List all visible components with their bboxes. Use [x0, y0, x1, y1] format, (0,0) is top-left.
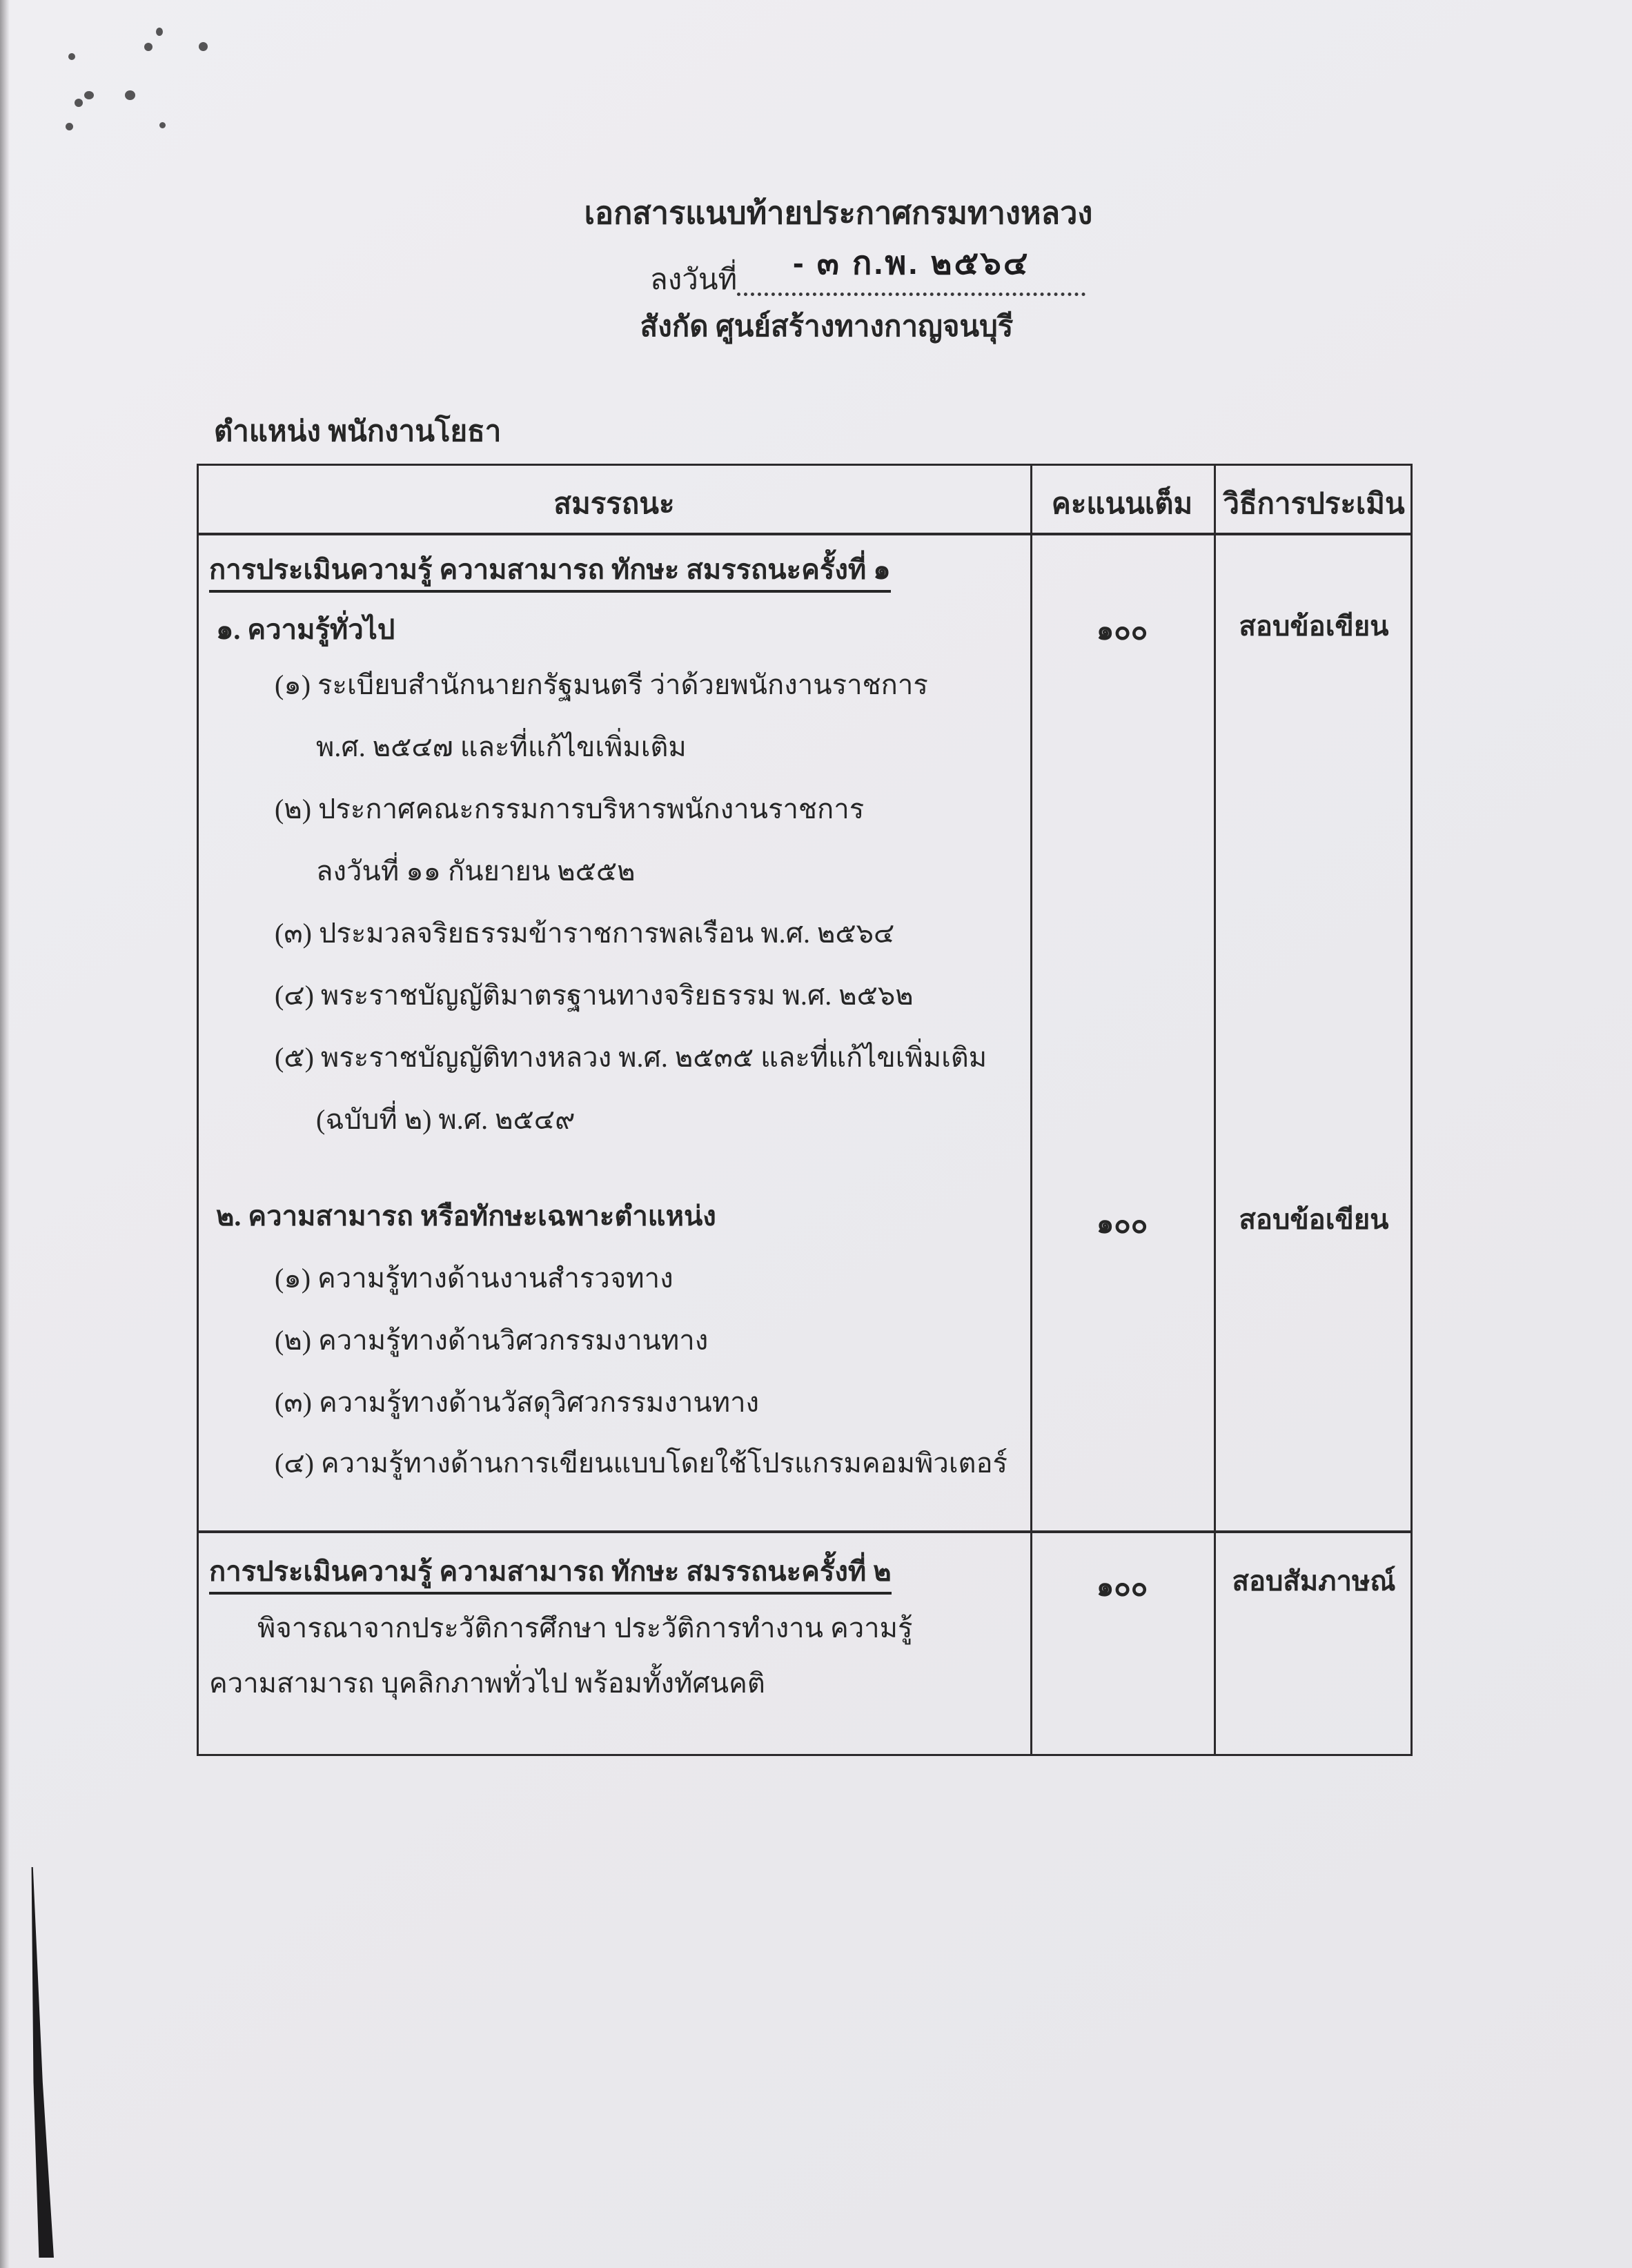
ink-speckle	[125, 90, 135, 100]
ink-speckle	[156, 28, 163, 36]
round1-subitem: (๒) ประกาศคณะกรรมการบริหารพนักงานราชการ	[275, 793, 865, 825]
ink-speckle	[68, 53, 75, 60]
date-stamp: - ๓ ก.พ. ๒๕๖๔	[793, 244, 1030, 281]
column-header-method: วิธีการประเมิน	[1223, 489, 1405, 520]
round1-subitem: (๕) พระราชบัญญัติทางหลวง พ.ศ. ๒๕๓๕ และที่แก้ไขเพิ่มเติม	[275, 1042, 987, 1073]
affiliation-line: สังกัด ศูนย์สร้างทางกาญจนบุรี	[640, 311, 1014, 343]
round1-method-1: สอบข้อเขียน	[1239, 611, 1389, 642]
ink-speckle	[159, 122, 166, 128]
page-edge-shadow	[0, 0, 10, 2268]
round1-subitem-continuation: (ฉบับที่ ๒) พ.ศ. ๒๕๔๙	[316, 1104, 576, 1135]
round1-item: ๒. ความสามารถ หรือทักษะเฉพาะตำแหน่ง	[216, 1201, 716, 1232]
column-divider	[1214, 466, 1216, 1754]
round1-subitem: (๑) ระเบียบสำนักนายกรัฐมนตรี ว่าด้วยพนักงานราชการ	[275, 669, 928, 700]
ink-speckle	[66, 123, 73, 130]
date-label: ลงวันที่	[650, 264, 738, 296]
column-header-competency: สมรรถนะ	[553, 489, 675, 520]
ink-speckle	[144, 43, 153, 51]
position-line: ตำแหน่ง พนักงานโยธา	[214, 416, 502, 448]
round2-method: สอบสัมภาษณ์	[1232, 1566, 1396, 1597]
round1-method-2: สอบข้อเขียน	[1239, 1204, 1389, 1235]
round1-score-2: ๑๐๐	[1096, 1208, 1148, 1239]
date-dotted-line	[737, 244, 1085, 296]
round1-subitem: (๔) พระราชบัญญัติมาตรฐานทางจริยธรรม พ.ศ. ๒๕๖๒	[275, 980, 914, 1011]
round1-subitem-continuation: พ.ศ. ๒๕๔๗ และที่แก้ไขเพิ่มเติม	[316, 731, 687, 762]
round1-subitem-continuation: ลงวันที่ ๑๑ กันยายน ๒๕๕๒	[316, 856, 636, 887]
ink-speckle	[199, 42, 208, 51]
round2-description-line: ความสามารถ บุคลิกภาพทั่วไป พร้อมทั้งทัศนคติ	[209, 1668, 765, 1699]
round1-subitem: (๓) ความรู้ทางด้านวัสดุวิศวกรรมงานทาง	[275, 1387, 760, 1418]
round1-heading: การประเมินความรู้ ความสามารถ ทักษะ สมรรถนะครั้งที่ ๑	[209, 553, 891, 593]
round1-subitem: (๔) ความรู้ทางด้านการเขียนแบบโดยใช้โปรแกรมคอมพิวเตอร์	[275, 1448, 1008, 1479]
round1-item: ๑. ความรู้ทั่วไป	[216, 614, 395, 645]
document-title: เอกสารแนบท้ายประกาศกรมทางหลวง	[584, 196, 1093, 230]
ink-speckle	[84, 91, 94, 99]
round1-subitem: (๓) ประมวลจริยธรรมข้าราชการพลเรือน พ.ศ. ๒๕๖๔	[275, 918, 895, 949]
round1-subitem: (๒) ความรู้ทางด้านวิศวกรรมงานทาง	[275, 1325, 709, 1356]
evaluation-table	[197, 464, 1413, 1756]
ink-speckle	[75, 99, 83, 107]
date-line	[650, 244, 1085, 302]
round2-score: ๑๐๐	[1096, 1571, 1148, 1602]
section-row-divider	[199, 1530, 1410, 1533]
round2-heading: การประเมินความรู้ ความสามารถ ทักษะ สมรรถนะครั้งที่ ๒	[209, 1555, 892, 1595]
round2-description-line: พิจารณาจากประวัติการศึกษา ประวัติการทำงาน ความรู้	[257, 1613, 913, 1644]
header-row-divider	[199, 533, 1410, 535]
round1-subitem: (๑) ความรู้ทางด้านงานสำรวจทาง	[275, 1263, 674, 1294]
column-header-full-score: คะแนนเต็ม	[1051, 489, 1193, 520]
round1-score-1: ๑๐๐	[1096, 615, 1148, 646]
scan-artifact-mark	[29, 1867, 54, 2258]
column-divider	[1030, 466, 1032, 1754]
